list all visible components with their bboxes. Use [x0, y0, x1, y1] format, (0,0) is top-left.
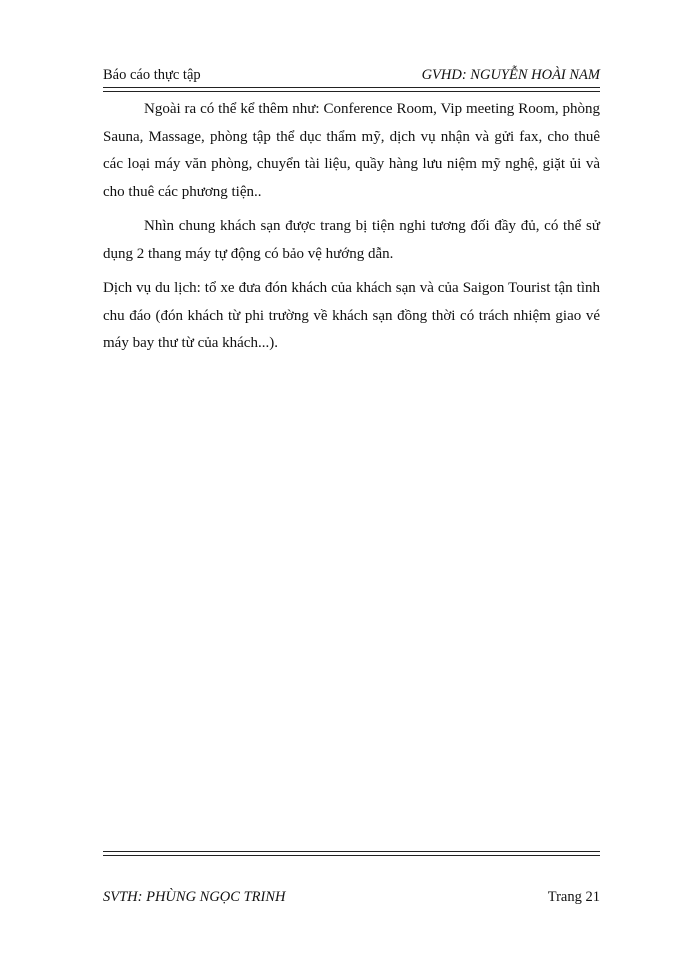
paragraph-overview: Nhìn chung khách sạn được trang bị tiện nghi tương đối đầy đủ, có thể sử dụng 2 thang máy tự động có bảo vệ hướng dẫn.: [103, 218, 600, 262]
paragraph-travel-services: Dịch vụ du lịch: tổ xe đưa đón khách của khách sạn và của Saigon Tourist tận tình chu đáo (đón khách từ phi trường về khách sạn đồng thời có trách nhiệm giao vé máy bay thư từ của khách...).: [103, 280, 600, 351]
header-divider: [103, 87, 600, 92]
footer-page-number: Trang 21: [547, 889, 600, 905]
footer-divider: [103, 851, 600, 856]
header-report-title: Báo cáo thực tập: [103, 67, 201, 83]
footer-student: SVTH: PHÙNG NGỌC TRINH: [103, 889, 286, 905]
header-supervisor: GVHD: NGUYỄN HOÀI NAM: [421, 67, 600, 83]
document-body: [103, 96, 600, 365]
paragraph-facilities: Ngoài ra có thể kể thêm như: Conference Room, Vip meeting Room, phòng Sauna, Massage, phòng tập thể dục thẩm mỹ, dịch vụ nhận và gửi fax, cho thuê các loại máy văn phòng, chuyển tài liệu, quầy hàng lưu niệm mỹ nghệ, giặt ủi và cho thuê các phương tiện..: [103, 101, 600, 200]
